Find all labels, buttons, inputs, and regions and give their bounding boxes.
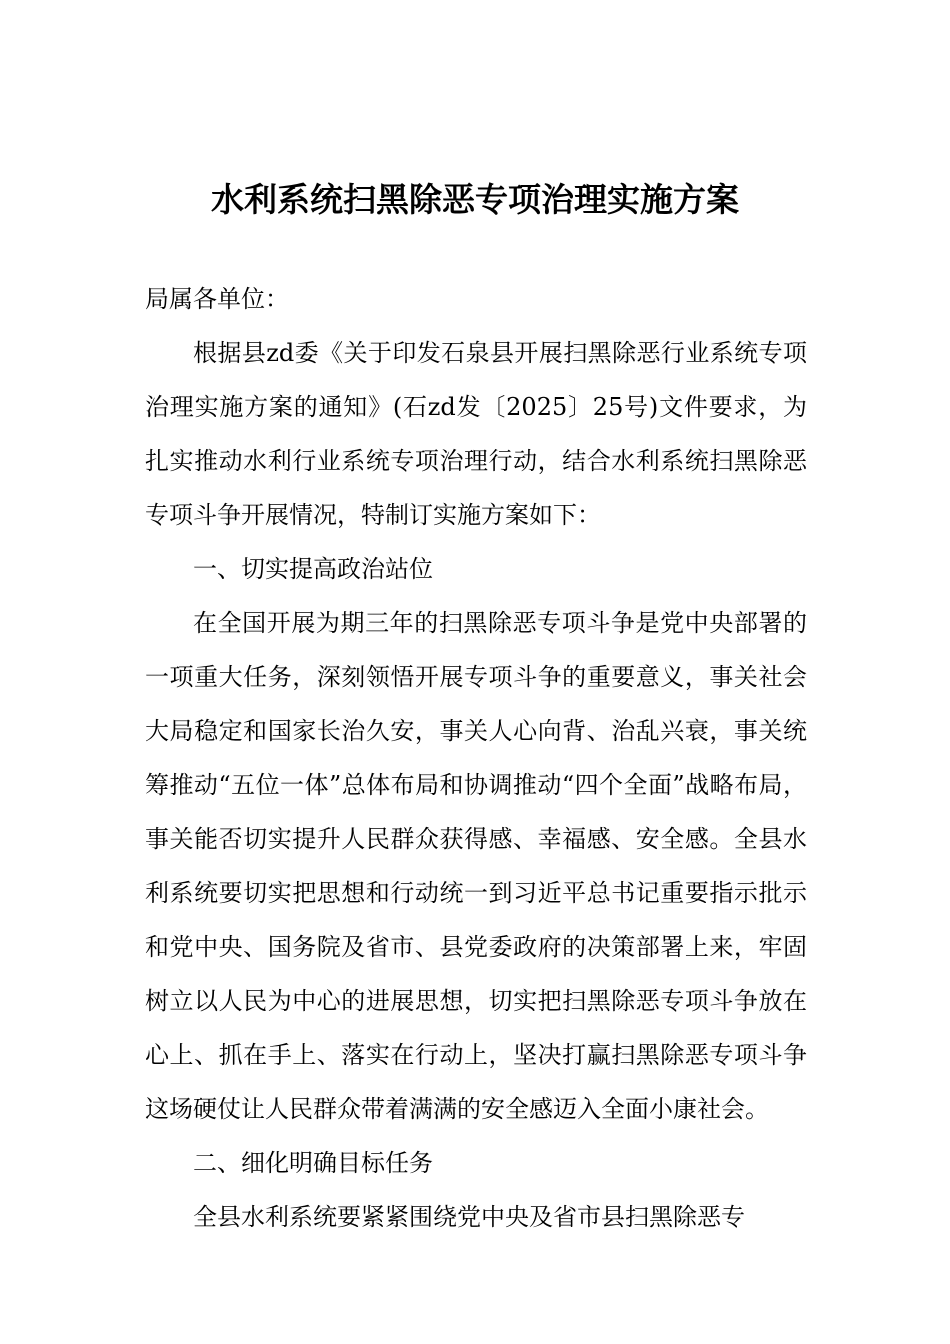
document-body — [145, 272, 807, 1244]
salutation: 局属各单位： — [145, 285, 289, 313]
section-heading-1: 一、切实提高政治站位 — [193, 555, 433, 583]
section-heading-2: 二、细化明确目标任务 — [193, 1149, 433, 1177]
paragraph-intro: 根据县zd委《关于印发石泉县开展扫黑除恶行业系统专项治理实施方案的通知》(石zd发〔2025〕25号)文件要求，为扎实推动水利行业系统专项治理行动，结合水利系统扫黑除恶专项斗争开展情况，特制订实施方案如下： — [145, 339, 807, 529]
paragraph-section-2: 全县水利系统要紧紧围绕党中央及省市县扫黑除恶专 — [193, 1203, 745, 1231]
document-title: 水利系统扫黑除恶专项治理实施方案 — [211, 180, 739, 219]
paragraph-section-1: 在全国开展为期三年的扫黑除恶专项斗争是党中央部署的一项重大任务，深刻领悟开展专项斗争的重要意义，事关社会大局稳定和国家长治久安，事关人心向背、治乱兴衰，事关统筹推动“五位一体”总体布局和协调推动“四个全面”战略布局，事关能否切实提升人民群众获得感、幸福感、安全感。全县水利系统要切实把思想和行动统一到习近平总书记重要指示批示和党中央、国务院及省市、县党委政府的决策部署上来，牢固树立以人民为中心的进展思想，切实把扫黑除恶专项斗争放在心上、抓在手上、落实在行动上，坚决打赢扫黑除恶专项斗争这场硬仗让人民群众带着满满的安全感迈入全面小康社会。 — [145, 609, 807, 1123]
